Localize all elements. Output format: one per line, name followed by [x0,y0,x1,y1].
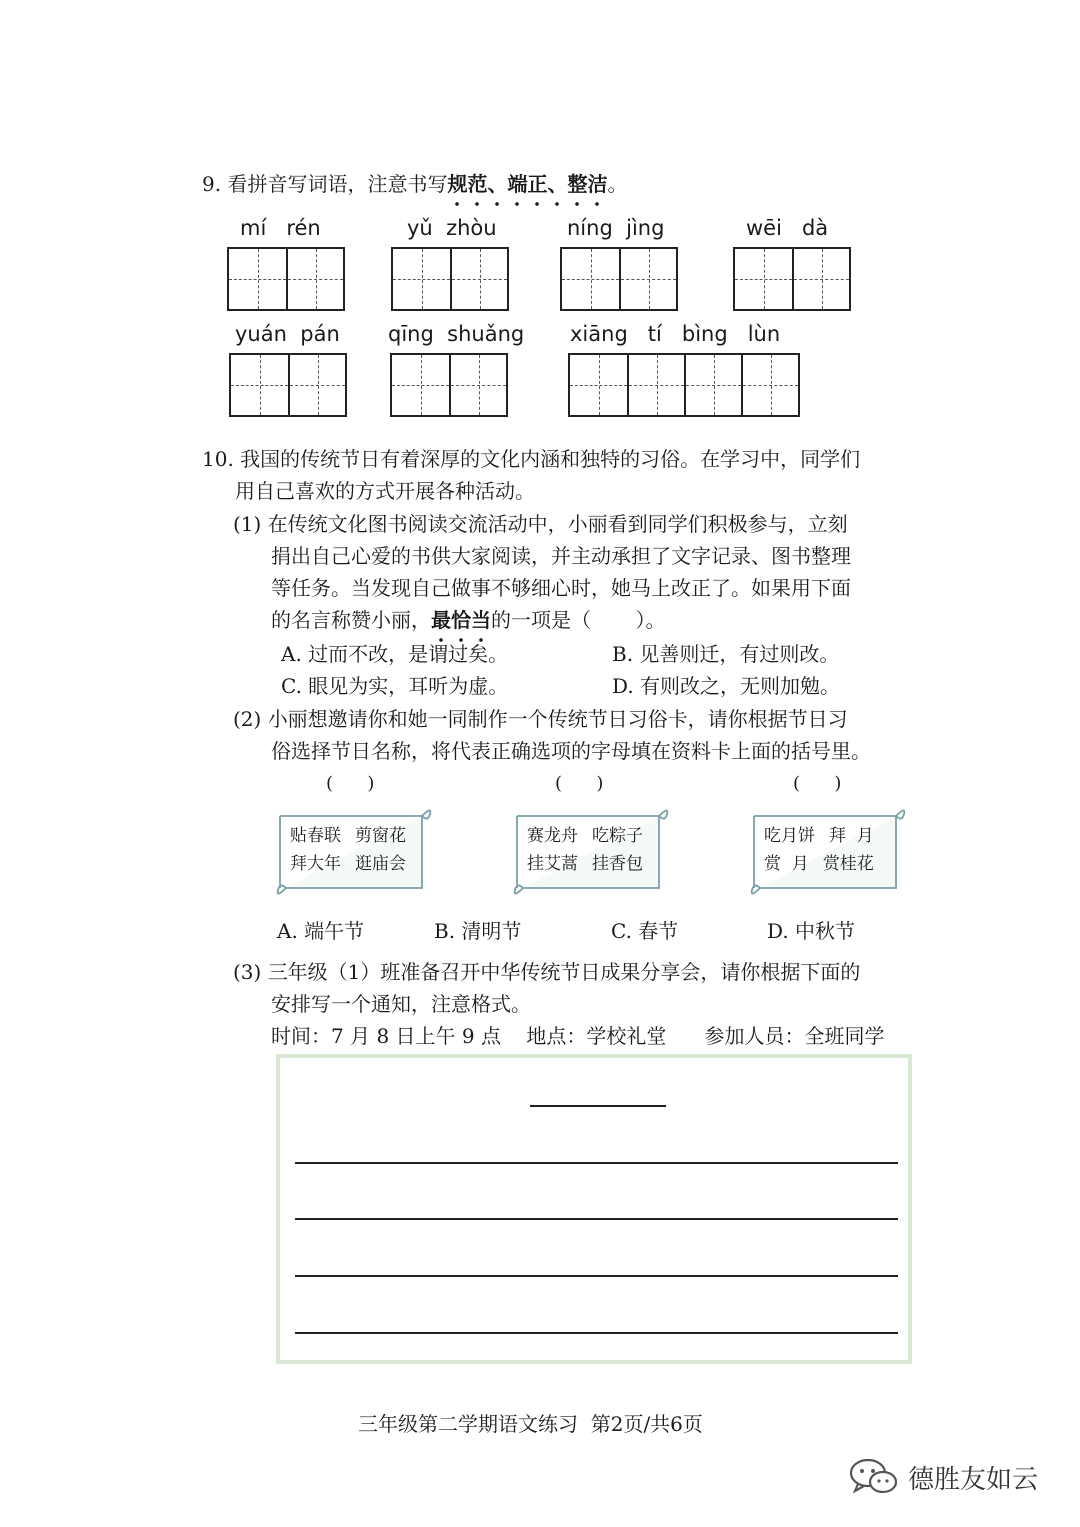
watermark-text: 德胜友如云 [908,1464,1039,1495]
card1-item3: 拜大年 [290,854,341,874]
card1-item1: 贴春联 [290,826,341,846]
q9-suffix: 。 [607,172,628,196]
writing-grid-mi-ren[interactable] [227,247,345,311]
custom-card-2 [509,802,674,894]
option-1b[interactable]: B. 见善则迁，有过则改。 [612,642,840,666]
card2-item3: 挂艾蒿 [527,854,578,874]
card3-item4: 赏桂花 [822,854,874,874]
card2-item1: 赛龙舟 [527,826,578,846]
q10-p1-line1: (1) 在传统文化图书阅读交流活动中，小丽看到同学们积极参与，立刻 [233,512,848,536]
pinyin-yuan-pan: yuán pán [235,322,340,346]
q9-emphasis: 规范、端正、整洁 [447,168,607,200]
answer-paren-card3[interactable]: ( ) [793,773,842,794]
notice-writing-line-4[interactable] [295,1332,898,1334]
pinyin-ning-jing: níng jìng [567,216,665,240]
notice-writing-line-2[interactable] [295,1218,898,1220]
option-1d[interactable]: D. 有则改之，无则加勉。 [612,674,841,698]
writing-grid-yu-zhou[interactable] [391,247,509,311]
card2-item2: 吃粽子 [592,826,643,846]
q10-p3-line2: 安排写一个通知，注意格式。 [271,992,531,1016]
wechat-icon [848,1457,900,1497]
notice-writing-line-1[interactable] [295,1162,898,1164]
card2-item4: 挂香包 [592,854,643,874]
writing-grid-qing-shuang[interactable] [390,353,508,417]
q10-p1-line4-b: 的一项是（ ）。 [491,608,666,632]
q10-p1-line4 [271,604,666,636]
q10-p3-info: 时间：7 月 8 日上午 9 点 地点：学校礼堂 参加人员：全班同学 [271,1024,885,1048]
q10-p1-emphasis: 最恰当 [431,604,491,636]
writing-grid-yuan-pan[interactable] [229,353,347,417]
notice-writing-box [276,1054,912,1364]
pinyin-mi-ren: mí rén [240,216,321,240]
option-1c[interactable]: C. 眼见为实，耳听为虚。 [281,674,509,698]
q9-prefix: 9. 看拼音写词语，注意书写 [202,172,448,196]
pinyin-qing-shuang: qīng shuǎng [388,322,525,346]
q10-p1-line3: 等任务。当发现自己做事不够细心时，她马上改正了。如果用下面 [271,576,851,600]
answer-paren-card2[interactable]: ( ) [555,773,604,794]
option-1a[interactable]: A. 过而不改，是谓过矣。 [281,642,509,666]
card3-item3: 赏 月 [764,854,809,874]
writing-grid-wei-da[interactable] [733,247,851,311]
custom-card-3 [746,802,911,894]
writing-grid-xiang-ti-bing-lun[interactable] [568,353,800,417]
card3-item2: 拜 月 [829,826,874,846]
q10-intro-line1: 10. 我国的传统节日有着深厚的文化内涵和独特的习俗。在学习中，同学们 [202,447,861,471]
custom-card-1 [272,802,437,894]
page-footer: 三年级第二学期语文练习 第2页/共6页 [358,1412,703,1436]
q9-prompt [202,168,627,200]
card3-item1: 吃月饼 [764,826,815,846]
q10-intro-line2: 用自己喜欢的方式开展各种活动。 [235,479,535,503]
option-2b[interactable]: B. 清明节 [434,919,522,943]
answer-paren-card1[interactable]: ( ) [326,773,375,794]
card1-item4: 逛庙会 [355,854,406,874]
q10-p2-line1: (2) 小丽想邀请你和她一同制作一个传统节日习俗卡，请你根据节日习 [233,707,848,731]
q10-p2-line2: 俗选择节日名称，将代表正确选项的字母填在资料卡上面的括号里。 [271,739,871,763]
q10-p1-line2: 捐出自己心爱的书供大家阅读，并主动承担了文字记录、图书整理 [271,544,851,568]
watermark [848,1457,1038,1497]
notice-title-line[interactable] [530,1105,666,1107]
q10-p3-line1: (3) 三年级（1）班准备召开中华传统节日成果分享会，请你根据下面的 [233,960,861,984]
card1-item2: 剪窗花 [355,826,406,846]
pinyin-yu-zhou: yǔ zhòu [407,216,497,240]
notice-writing-line-3[interactable] [295,1275,898,1277]
option-2a[interactable]: A. 端午节 [277,919,365,943]
q10-p1-line4-a: 的名言称赞小丽， [271,608,431,632]
option-2c[interactable]: C. 春节 [611,919,679,943]
pinyin-xiang-ti-bing-lun: xiāng tí bìng lùn [570,322,781,346]
option-2d[interactable]: D. 中秋节 [767,919,856,943]
writing-grid-ning-jing[interactable] [560,247,678,311]
pinyin-wei-da: wēi dà [746,216,829,240]
